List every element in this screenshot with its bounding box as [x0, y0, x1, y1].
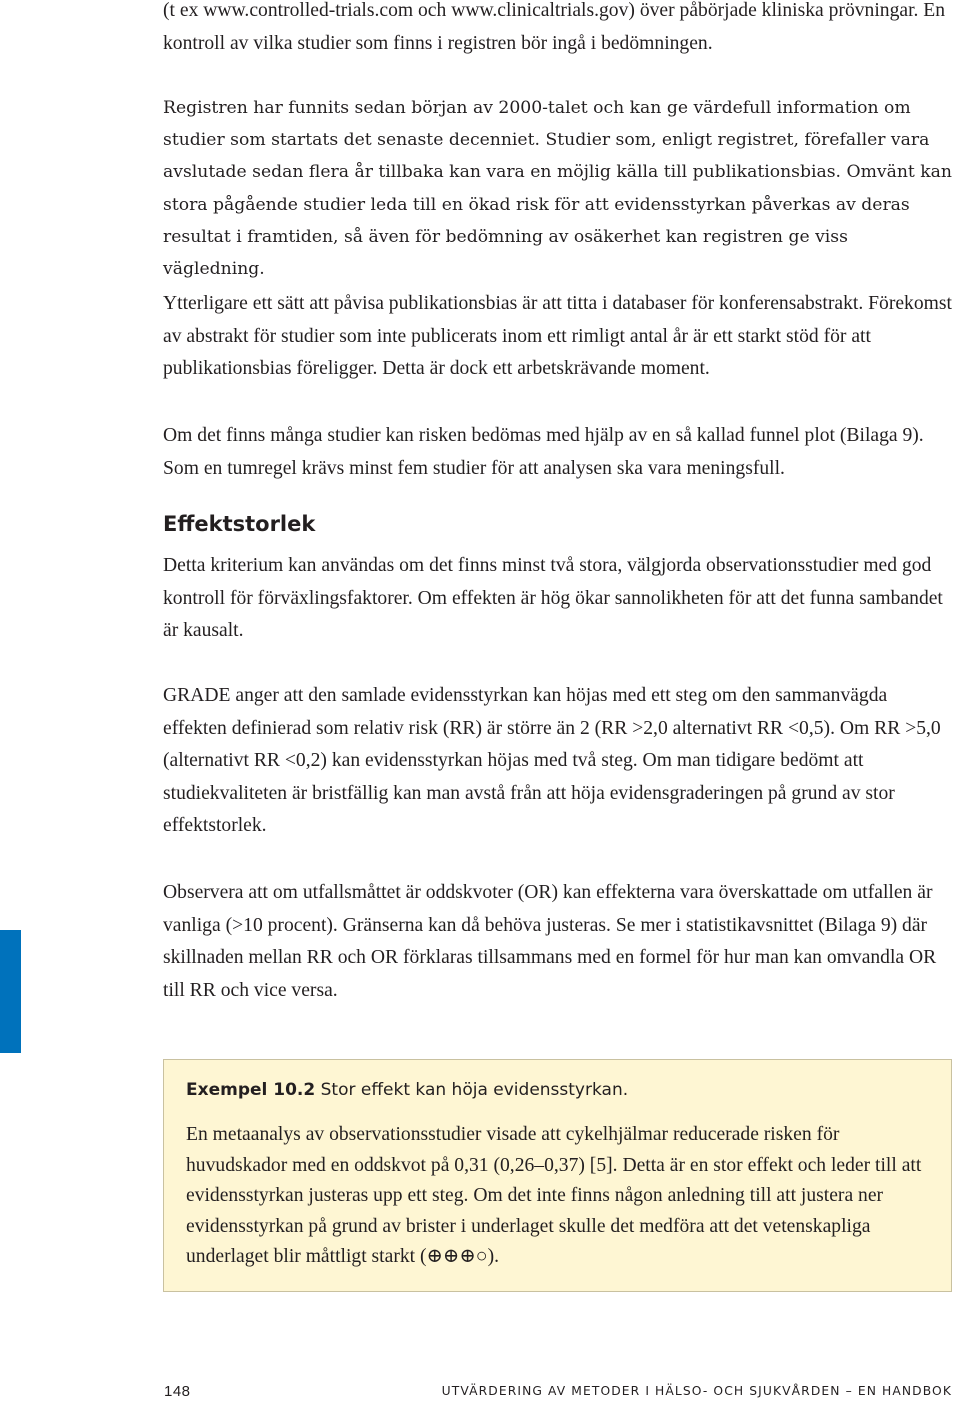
example-title-text: Stor effekt kan höja evidensstyrkan.	[320, 1080, 629, 1100]
paragraph-registers-history: Registren har funnits sedan början av 2000-talet och kan ge värdefull information om studier som startats det senaste decenniet. Studier som, enligt registret, förefaller vara avslutade sedan flera år tillbaka kan vara en möjlig källa till publikationsbias. Omvänt kan stora pågående studier leda till en ökad risk för att evidensstyrkan påverkas av deras resultat i framtiden, så även för bedömning av osäkerhet kan registren ge viss vägledning.	[163, 98, 952, 280]
page-footer	[0, 1383, 960, 1403]
paragraph-effect-criterion: Detta kriterium kan användas om det finns minst två stora, välgjorda observationsstudier med god kontroll för förväxlingsfaktorer. Om effekten är hög ökar sannolikheten för att det funna sambandet är kausalt.	[163, 555, 943, 641]
example-body: En metaanalys av observationsstudier visade att cykelhjälmar reducerade risken för huvudskador med en oddskvot på 0,31 (0,26–0,37) [5]. Detta är en stor effekt och leder till att evidensstyrkan justeras upp ett steg. Om det inte finns någon anledning till att justera ner evidensstyrkan på grund av brister i underlaget skulle det medföra att det vetenskapliga underlaget blir måttligt starkt (⊕⊕⊕○).	[186, 1124, 922, 1267]
paragraph-odds-ratio-note: Observera att om utfallsmåttet är oddskvoter (OR) kan effekterna vara överskattade om utfallen är vanliga (>10 procent). Gränserna kan då behöva justeras. Se mer i statistikavsnittet (Bilaga 9) där skillnaden mellan RR och OR förklaras tillsammans med en formel för hur man kan omvandla OR till RR och vice versa.	[163, 882, 937, 1001]
chapter-marker-bar	[0, 930, 21, 1053]
running-title: UTVÄRDERING AV METODER I HÄLSO- OCH SJUKVÅRDEN – EN HANDBOK	[441, 1384, 952, 1398]
example-label: Exempel 10.2	[186, 1080, 316, 1100]
page-number: 148	[164, 1383, 191, 1400]
example-title	[186, 1080, 628, 1100]
section-heading: Effektstorlek	[163, 512, 316, 536]
example-box	[163, 1059, 952, 1292]
paragraph-conference-abstracts: Ytterligare ett sätt att påvisa publikationsbias är att titta i databaser för konferensabstrakt. Förekomst av abstrakt för studier som inte publicerats inom ett rimligt antal år är ett starkt stöd för att publikationsbias föreligger. Detta är dock ett arbetskrävande moment.	[163, 293, 952, 379]
paragraph-grade-rules: GRADE anger att den samlade evidensstyrkan kan höjas med ett steg om den sammanvägda effekten definierad som relativ risk (RR) är större än 2 (RR >2,0 alternativt RR <0,5). Om RR >5,0 (alternativt RR <0,2) kan evidensstyrkan höjas med två steg. Om man tidigare bedömt att studiekvaliteten är bristfällig kan man avstå från att höja evidensgraderingen på grund av stor effektstorlek.	[163, 685, 941, 836]
paragraph-funnel-plot: Om det finns många studier kan risken bedömas med hjälp av en så kallad funnel plot (Bilaga 9). Som en tumregel krävs minst fem studier för att analysen ska vara meningsfull.	[163, 425, 924, 479]
paragraph-trial-registers: (t ex www.controlled-trials.com och www.clinicaltrials.gov) över påbörjade kliniska prövningar. En kontroll av vilka studier som finns i registren bör ingå i bedömningen.	[163, 0, 946, 54]
